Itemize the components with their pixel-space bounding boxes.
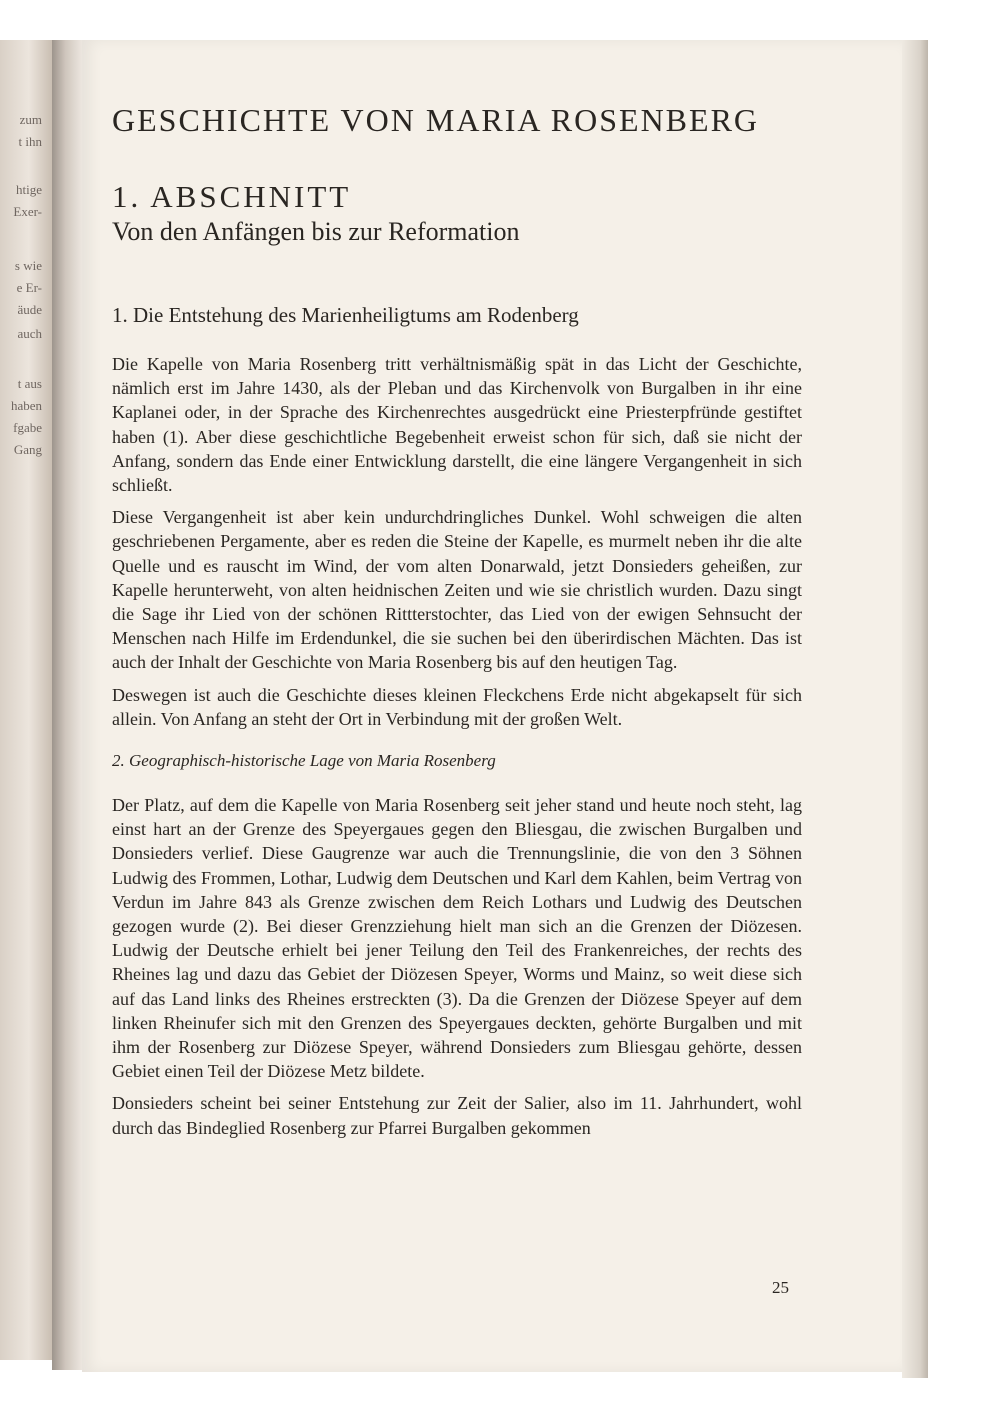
facing-page-fragment: t ihn [18,134,42,149]
paragraph: Der Platz, auf dem die Kapelle von Maria Rosenberg seit jeher stand und heute noch steht, lag einst hart an der Grenze des Speyergaues gegen den Bliesgau, die zwischen Burgalben und Donsieders verlief. Diese Gaugrenze war auch die Trennungslinie, die von den 3 Söhnen Ludwig des Frommen, Lothar, Ludwig dem Deutschen und Karl dem Kahlen, beim Vertrag von Verdun im Jahre 843 als Grenze zwischen dem Reich Lothars und Ludwig des Deutschen gezogen wurde (2). Bei dieser Grenzziehung hielt man sich an die Grenzen der Diözesen. Ludwig der Deutsche erhielt bei jener Teilung den Teil des Frankenreiches, der rechts des Rheines lag und dazu das Gebiet der Diözesen Speyer, Worms und Mainz, so weit diese sich auf das Land links des Rheines erstreckten (3). Da die Grenzen der Diözese Speyer auf dem linken Rheinufer sich mit den Grenzen des Speyergaues deckten, gehörte Burgalben und mit ihm der Rosenberg zur Diözese Speyer, während Donsieders zum Bliesgau gehörte, dessen Gebiet einen Teil der Diözese Metz bildete. [112,795,802,1082]
paragraph: Diese Vergangenheit ist aber kein undurchdringliches Dunkel. Wohl schweigen die alten geschriebenen Pergamente, aber es reden die Steine der Kapelle, es murmelt neben ihr die alte Quelle und es rauscht im Wind, der vom alten Donarwald, jetzt Donsieders geheißen, zur Kapelle herunterweht, von alten heidnischen Zeiten und wie sie christlich wurden. Dazu singt die Sage ihr Lied von der schönen Rittterstochter, das Lied von der ewigen Sehnsucht der Menschen nach Hilfe im Erdendunkel, die sie suchen bei den überirdischen Mächten. Das ist auch der Inhalt der Geschichte von Maria Rosenberg bis auf den heutigen Tag. [112,507,802,673]
facing-page-fragment: zum [19,112,42,127]
facing-page-fragment: e Er- [16,280,42,295]
facing-page-fragment: t aus [17,376,42,391]
page-title: GESCHICHTE VON MARIA ROSENBERG [112,102,760,138]
section-subtitle: Von den Anfängen bis zur Reformation [112,217,520,246]
subsection-heading-2: 2. Geographisch-historische Lage von Maria Rosenberg [112,751,496,771]
facing-page-fragment: äude [17,302,42,317]
facing-page-fragment: htige [16,182,42,197]
book-page [82,40,902,1372]
page-number: 25 [772,1278,789,1297]
facing-page-fragment: auch [17,326,42,341]
book-gutter [52,40,82,1370]
facing-page-edge [0,40,52,1360]
facing-page-fragment: haben [10,398,42,413]
section-heading: 1. ABSCHNITT [112,179,352,214]
paragraph: Deswegen ist auch die Geschichte dieses kleinen Fleckchens Erde nicht abgekapselt für sich allein. Von Anfang an steht der Ort in Verbindung mit der großen Welt. [112,684,802,729]
page-content [112,102,802,1148]
facing-page-fragment: Gang [13,442,42,457]
paragraph: Donsieders scheint bei seiner Entstehung zur Zeit der Salier, also im 11. Jahrhundert, wohl durch das Bindeglied Rosenberg zur Pfarrei Burgalben gekommen [112,1093,802,1138]
facing-page-fragment: fgabe [13,420,42,435]
paragraph: Die Kapelle von Maria Rosenberg tritt verhältnismäßig spät in das Licht der Geschichte, nämlich erst im Jahre 1430, als der Pleban und das Kirchenvolk von Burgalben in ihr eine Kaplanei oder, in der Sprache des Kirchenrechtes ausgedrückt eine Priesterpfründe gestiftet haben (1). Aber diese geschichtliche Begebenheit erweist schon für sich, daß sie nicht der Anfang, sondern das Ende einer Entwicklung darstellt, die eine längere Vergangenheit in sich schließt. [112,354,802,496]
subsection-heading-1: 1. Die Entstehung des Marienheiligtums am Rodenberg [112,303,579,327]
page-stack-edge [902,40,928,1378]
facing-page-fragment: Exer- [13,204,42,219]
facing-page-fragment: s wie [14,258,42,273]
